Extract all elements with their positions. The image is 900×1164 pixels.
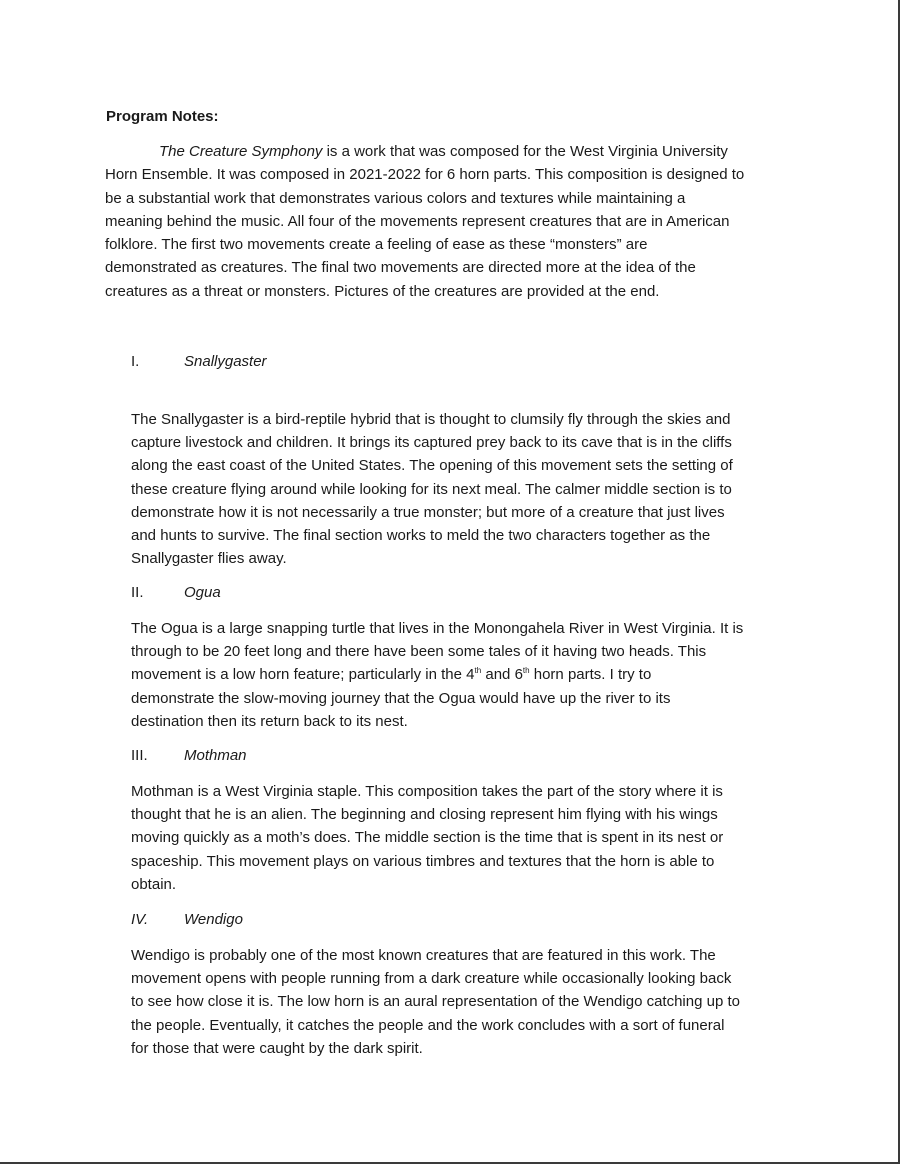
movement-line: through to be 20 feet long and there have been some tales of it having two heads. This [131,643,707,661]
movement-2-description [131,617,796,733]
movement-1-title [131,352,267,372]
movement-3-title [131,746,247,766]
movement-numeral: IV. [131,911,149,928]
intro-line: be a substantial work that demonstrates various colors and textures while maintaining a [105,189,686,207]
movement-4-description [131,944,796,1060]
movement-2-title [131,583,221,603]
movement-line: The Ogua is a large snapping turtle that lives in the Monongahela River in West Virginia. It is [131,620,744,637]
intro-line: meaning behind the music. All four of the movements represent creatures that are in American [105,212,730,230]
movement-line: capture livestock and children. It brings its captured prey back to its cave that is in the cliffs [131,434,732,452]
movement-line: destination then its return back to its nest. [131,712,408,730]
movement-line: these creature flying around while looking for its next meal. The calmer middle section is to [131,480,732,498]
movement-name: Mothman [184,747,247,764]
movement-line: The Snallygaster is a bird-reptile hybrid that is thought to clumsily fly through the skies and [131,411,731,428]
intro-paragraph [105,140,805,303]
movement-line: movement is a low horn feature; particularly in the 4th and 6th horn parts. I try to [131,666,652,684]
movement-line: the people. Eventually, it catches the people and the work concludes with a sort of funeral [131,1016,725,1034]
movement-line: for those that were caught by the dark spirit. [131,1039,423,1057]
movement-line: thought that he is an alien. The beginning and closing represent him flying with his wings [131,806,718,824]
movement-line: Snallygaster flies away. [131,550,287,568]
movement-4-title [131,910,243,930]
movement-line: spaceship. This movement plays on various timbres and textures that the horn is able to [131,852,715,870]
movement-line: to see how close it is. The low horn is an aural representation of the Wendigo catching up to [131,993,740,1011]
movement-line: demonstrate how it is not necessarily a true monster; but more of a creature that just lives [131,503,725,521]
movement-numeral: II. [131,584,144,601]
intro-line: folklore. The first two movements create a feeling of ease as these “monsters” are [105,236,648,254]
movement-name: Wendigo [184,911,243,928]
intro-line: The Creature Symphony is a work that was composed for the West Virginia University [159,143,728,160]
movement-line: movement opens with people running from a dark creature while occasionally looking back [131,970,732,988]
movement-numeral: III. [131,747,148,764]
work-title: The Creature Symphony [159,143,323,160]
movement-numeral: I. [131,353,140,370]
movement-name: Ogua [184,584,221,601]
intro-line: Horn Ensemble. It was composed in 2021-2022 for 6 horn parts. This composition is designed to [105,166,745,184]
movement-line: demonstrate the slow-moving journey that the Ogua would have up the river to its [131,689,671,707]
movement-line: obtain. [131,875,177,893]
movement-name: Snallygaster [184,353,267,370]
intro-line: demonstrated as creatures. The final two movements are directed more at the idea of the [105,259,696,277]
movement-1-description [131,408,796,570]
intro-line: creatures as a threat or monsters. Pictures of the creatures are provided at the end. [105,282,660,300]
program-notes-heading: Program Notes: [106,108,219,125]
movement-line: moving quickly as a moth’s does. The middle section is the time that is spent in its nest or [131,829,724,847]
movement-line: along the east coast of the United States. The opening of this movement sets the setting of [131,457,733,475]
movement-line: and hunts to survive. The final section works to meld the two characters together as the [131,527,711,545]
movement-line: Wendigo is probably one of the most known creatures that are featured in this work. The [131,947,716,964]
movement-3-description [131,780,796,896]
movement-line: Mothman is a West Virginia staple. This composition takes the part of the story where it is [131,783,723,800]
